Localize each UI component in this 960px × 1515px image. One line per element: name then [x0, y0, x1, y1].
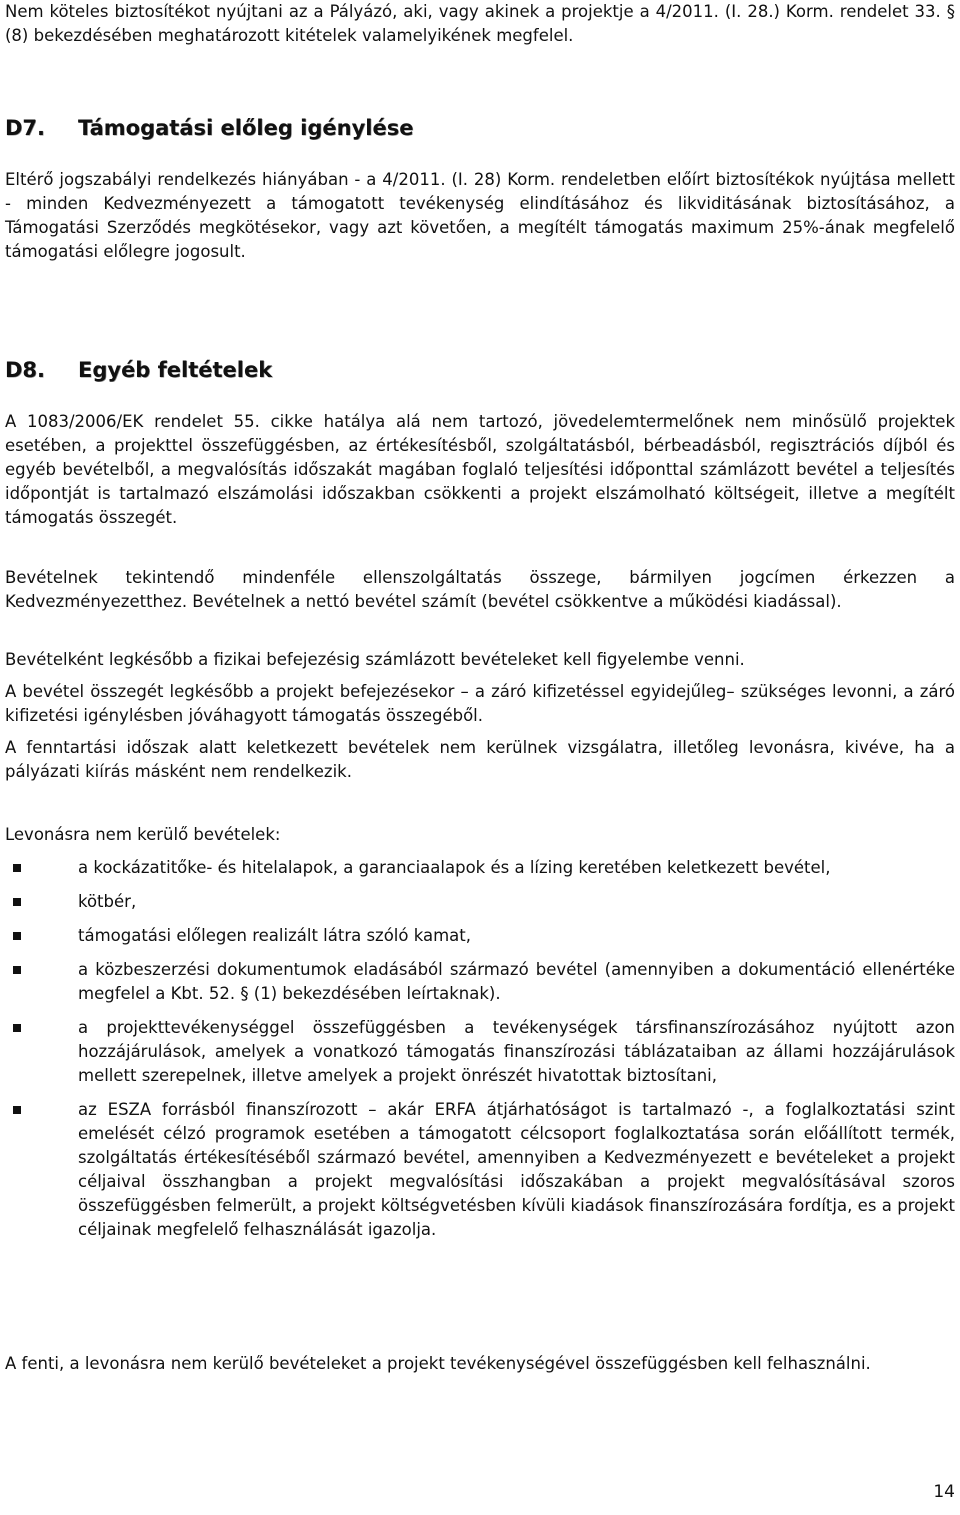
d8-paragraph-5: A fenntartási időszak alatt keletkezett bevételek nem kerülnek vizsgálatra, illetőleg levonásra, kivéve, ha a pályázati kiírás másként nem rendelkezik. — [5, 738, 955, 781]
page-number: 14 — [933, 1482, 955, 1502]
square-bullet-icon — [13, 1106, 21, 1114]
list-item: a projekttevékenységgel összefüggésben a tevékenységek társfinanszírozásához nyújtott azon hozzájárulások, amelyek a vonatkozó támogatás finanszírozási táblázataiban az állami hozzájárulások mellett szerepelnek, illetve amelyek a projekt önrészét hivatottak biztosítani, — [5, 1016, 955, 1088]
list-intro: Levonásra nem kerülő bevételek: — [5, 825, 281, 844]
list-item: a kockázatitőke- és hitelalapok, a garanciaalapok és a lízing keretében keletkezett bevétel, — [5, 856, 955, 880]
square-bullet-icon — [13, 932, 21, 940]
list-item: az ESZA forrásból finanszírozott – akár ERFA átjárhatóságot is tartalmazó -, a foglalkoztatási szint emelését célzó programok esetében a támogatott célcsoport foglalkoztatása során előállított termék, szolgáltatás értékesítéséből származó bevétel, amennyiben a Kedvezményezett e bevételeket a projekt céljaival összhangban a projekt megvalósítási időszakában a projekt megvalósításával szoros összefüggésben felmerült, a projekt költségvetésben kívüli kiadások finanszírozására fordítja, es a projekt céljainak megfelelő felhasználását igazolja. — [5, 1098, 955, 1242]
square-bullet-icon — [13, 1024, 21, 1032]
revenue-exclusion-list — [5, 856, 955, 1252]
list-item: támogatási előlegen realizált látra szóló kamat, — [5, 924, 955, 948]
section-title: Egyéb feltételek — [78, 358, 273, 382]
closing-paragraph: A fenti, a levonásra nem kerülő bevételeket a projekt tevékenységével összefüggésben kell felhasználni. — [5, 1354, 871, 1373]
d8-paragraph-1: A 1083/2006/EK rendelet 55. cikke hatálya alá nem tartozó, jövedelemtermelőnek nem minősülő projektek esetében, a projekttel összefüggésben, az értékesítésből, szolgáltatásból, bérbeadásból, regisztrációs díjból és egyéb bevételből, a megvalósítás időszakát magában foglaló teljesítési időponttal számlázott bevétel a teljesítés időpontját is tartalmazó elszámolási időszakban csökkenti a projekt elszámolható költségeit, illetve a megítélt támogatás összegét. — [5, 412, 955, 527]
section-heading-d7 — [5, 114, 413, 142]
d8-paragraph-3: Bevételként legkésőbb a fizikai befejezésig számlázott bevételeket kell figyelembe venni. — [5, 650, 745, 669]
section-title: Támogatási előleg igénylése — [78, 116, 414, 140]
d7-paragraph: Eltérő jogszabályi rendelkezés hiányában - a 4/2011. (I. 28) Korm. rendeletben előírt biztosítékok nyújtása mellett - minden Kedvezményezett a támogatott tevékenység elindításához és likviditásának biztosításához, a Támogatási Szerződés megkötésekor, vagy azt követően, a megítélt támogatás maximum 25%-ának megfelelő támogatási előlegre jogosult. — [5, 170, 955, 261]
section-heading-d8 — [5, 356, 272, 384]
list-item: kötbér, — [5, 890, 955, 914]
d8-paragraph-4: A bevétel összegét legkésőbb a projekt befejezésekor – a záró kifizetéssel egyidejűleg– szükséges levonni, a záró kifizetési igénylésben jóváhagyott támogatás összegéből. — [5, 682, 955, 725]
intro-paragraph: Nem köteles biztosítékot nyújtani az a Pályázó, aki, vagy akinek a projektje a 4/2011. (I. 28.) Korm. rendelet 33. § (8) bekezdésében meghatározott kitételek valamelyikének megfelel. — [5, 2, 955, 45]
square-bullet-icon — [13, 864, 21, 872]
d8-paragraph-2: Bevételnek tekintendő mindenféle ellenszolgáltatás összege, bármilyen jogcímen érkezzen a Kedvezményezetthez. Bevételnek a nettó bevétel számít (bevétel csökkentve a működési kiadással). — [5, 568, 955, 611]
square-bullet-icon — [13, 898, 21, 906]
section-number: D8. — [5, 358, 46, 382]
square-bullet-icon — [13, 966, 21, 974]
section-number: D7. — [5, 116, 46, 140]
list-item: a közbeszerzési dokumentumok eladásából származó bevétel (amennyiben a dokumentáció ellenértéke megfelel a Kbt. 52. § (1) bekezdésében leírtaknak). — [5, 958, 955, 1006]
